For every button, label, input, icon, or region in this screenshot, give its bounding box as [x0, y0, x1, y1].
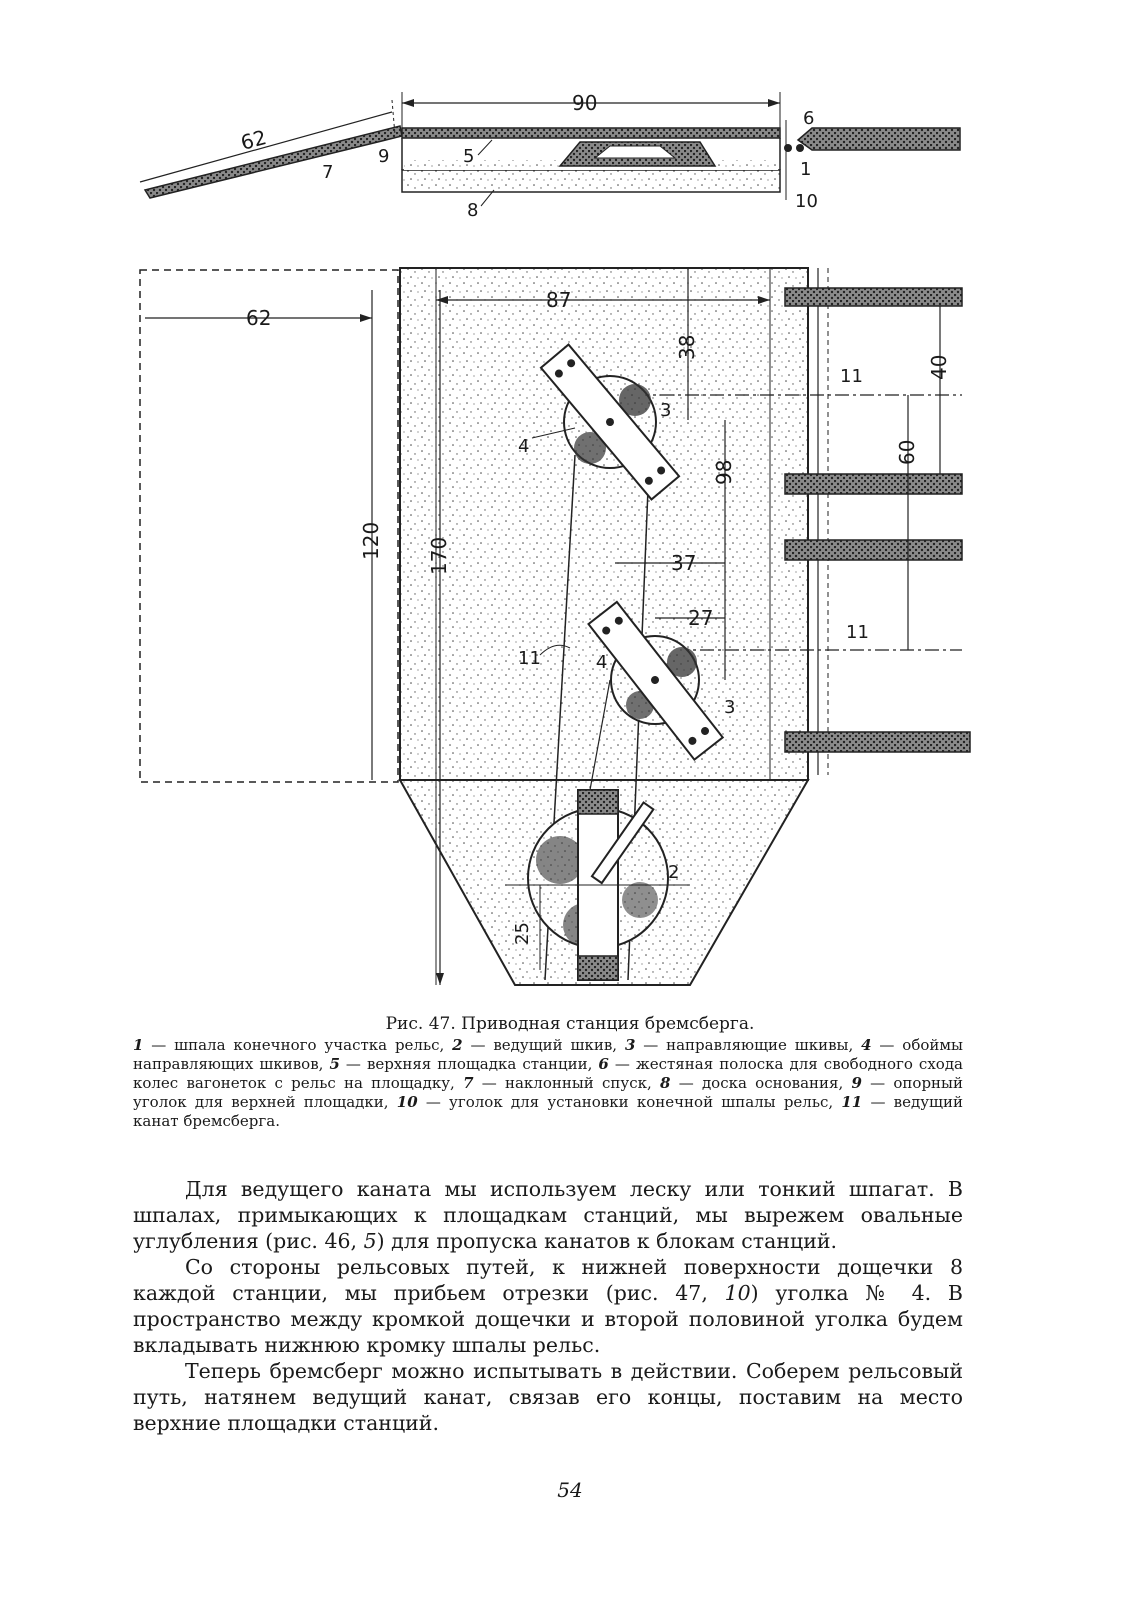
legend-item-text: — жестяная полоска для свободного схода колес вагонеток с рельс на площадку, — [133, 1055, 963, 1092]
label-7: 7 — [322, 162, 334, 183]
dim-plan-98: 98 — [712, 459, 736, 485]
legend-item-text: — наклонный спуск, — [473, 1074, 661, 1092]
ramp-slope — [145, 126, 402, 198]
legend-item-text: — ведущий канат бремсберга. — [133, 1093, 963, 1130]
paragraph-2: Со стороны рельсовых путей, к нижней поверхности дощечки 8 каждой станции, мы прибьем отрезки (рис. 47, 10) уголка № 4. В пространство между кромкой дощечки и второй половиной уголка будем вкладывать нижнюю кромку шпалы рельс. — [133, 1255, 963, 1357]
dim-platform-90: 90 — [572, 91, 598, 115]
legend-item-number: 2 — [452, 1036, 463, 1054]
label-1: 1 — [800, 159, 812, 180]
label-11-right-lower: 11 — [846, 622, 869, 643]
label-8: 8 — [467, 200, 479, 221]
legend-item-text: — направляющие шкивы, — [635, 1036, 862, 1054]
rail-3 — [785, 540, 962, 560]
label-4-lower: 4 — [596, 652, 608, 673]
legend-item-number: 6 — [598, 1055, 609, 1073]
dim-right-60: 60 — [895, 439, 919, 465]
rail-1 — [785, 288, 962, 306]
label-5: 5 — [463, 146, 475, 167]
label-6: 6 — [803, 108, 815, 129]
label-2: 2 — [668, 862, 680, 883]
dim-plan-37: 37 — [671, 551, 697, 575]
side-view — [140, 91, 960, 221]
label-10: 10 — [795, 191, 818, 212]
upper-platform — [402, 128, 780, 138]
plan-view — [140, 268, 970, 985]
label-3-upper: 3 — [660, 400, 672, 421]
legend-item-text: — доска основания, — [670, 1074, 852, 1092]
dim-plan-170: 170 — [427, 536, 451, 575]
label-4-upper: 4 — [518, 436, 530, 457]
legend-item-number: 10 — [396, 1093, 418, 1111]
legend-item-number: 4 — [861, 1036, 872, 1054]
label-3-lower: 3 — [724, 697, 736, 718]
legend-item-text: — верхняя площадка станции, — [339, 1055, 599, 1073]
dim-right-40: 40 — [927, 354, 951, 380]
figure-caption-title: Рис. 47. Приводная станция бремсберга. — [385, 1014, 755, 1034]
legend-item-text: — опорный уголок для верхней площадки, — [133, 1074, 963, 1111]
paragraph-3: Теперь бремсберг можно испытывать в действии. Соберем рельсовый путь, натянем ведущий канат, связав его концы, поставим на место верхние площадки станций. — [133, 1359, 963, 1435]
page-number: 54 — [557, 1478, 583, 1502]
legend-item-number: 9 — [851, 1074, 862, 1092]
legend-item-number: 7 — [463, 1074, 474, 1092]
body-text — [133, 1176, 963, 1436]
base-board — [402, 170, 780, 192]
legend-item-number: 3 — [624, 1036, 636, 1054]
legend-item-number: 8 — [660, 1074, 671, 1092]
legend-item-text: — уголок для установки конечной шпалы рельс, — [417, 1093, 842, 1111]
legend-item-text: — ведущий шкив, — [462, 1036, 625, 1054]
label-11-left: 11 — [518, 648, 541, 669]
legend-item-number: 5 — [329, 1055, 340, 1073]
legend-item-text: — обоймы направляющих шкивов, — [133, 1036, 963, 1073]
dim-plan-38: 38 — [675, 334, 699, 360]
legend-item-number: 1 — [133, 1036, 144, 1054]
figure-legend — [133, 1036, 963, 1131]
dim-drive-25: 25 — [512, 922, 533, 945]
paragraph-1: Для ведущего каната мы используем леску или тонкий шпагат. В шпалах, примыкающих к площадкам станций, мы вырежем овальные углубления (рис. 46, 5) для пропуска канатов к блокам станций. — [133, 1177, 963, 1253]
dim-plan-62: 62 — [246, 306, 272, 330]
dim-plan-87: 87 — [546, 288, 572, 312]
legend-item-text: — шпала конечного участка рельс, — [143, 1036, 453, 1054]
label-9: 9 — [378, 146, 390, 167]
rail-2 — [785, 474, 962, 494]
legend-item-number: 11 — [841, 1093, 863, 1111]
rail-4 — [785, 732, 970, 752]
dim-plan-27: 27 — [688, 606, 714, 630]
label-11-right-upper: 11 — [840, 366, 863, 387]
dim-ramp-62: 62 — [238, 125, 269, 155]
dim-plan-120: 120 — [359, 521, 383, 560]
rail-track-right — [798, 128, 960, 150]
